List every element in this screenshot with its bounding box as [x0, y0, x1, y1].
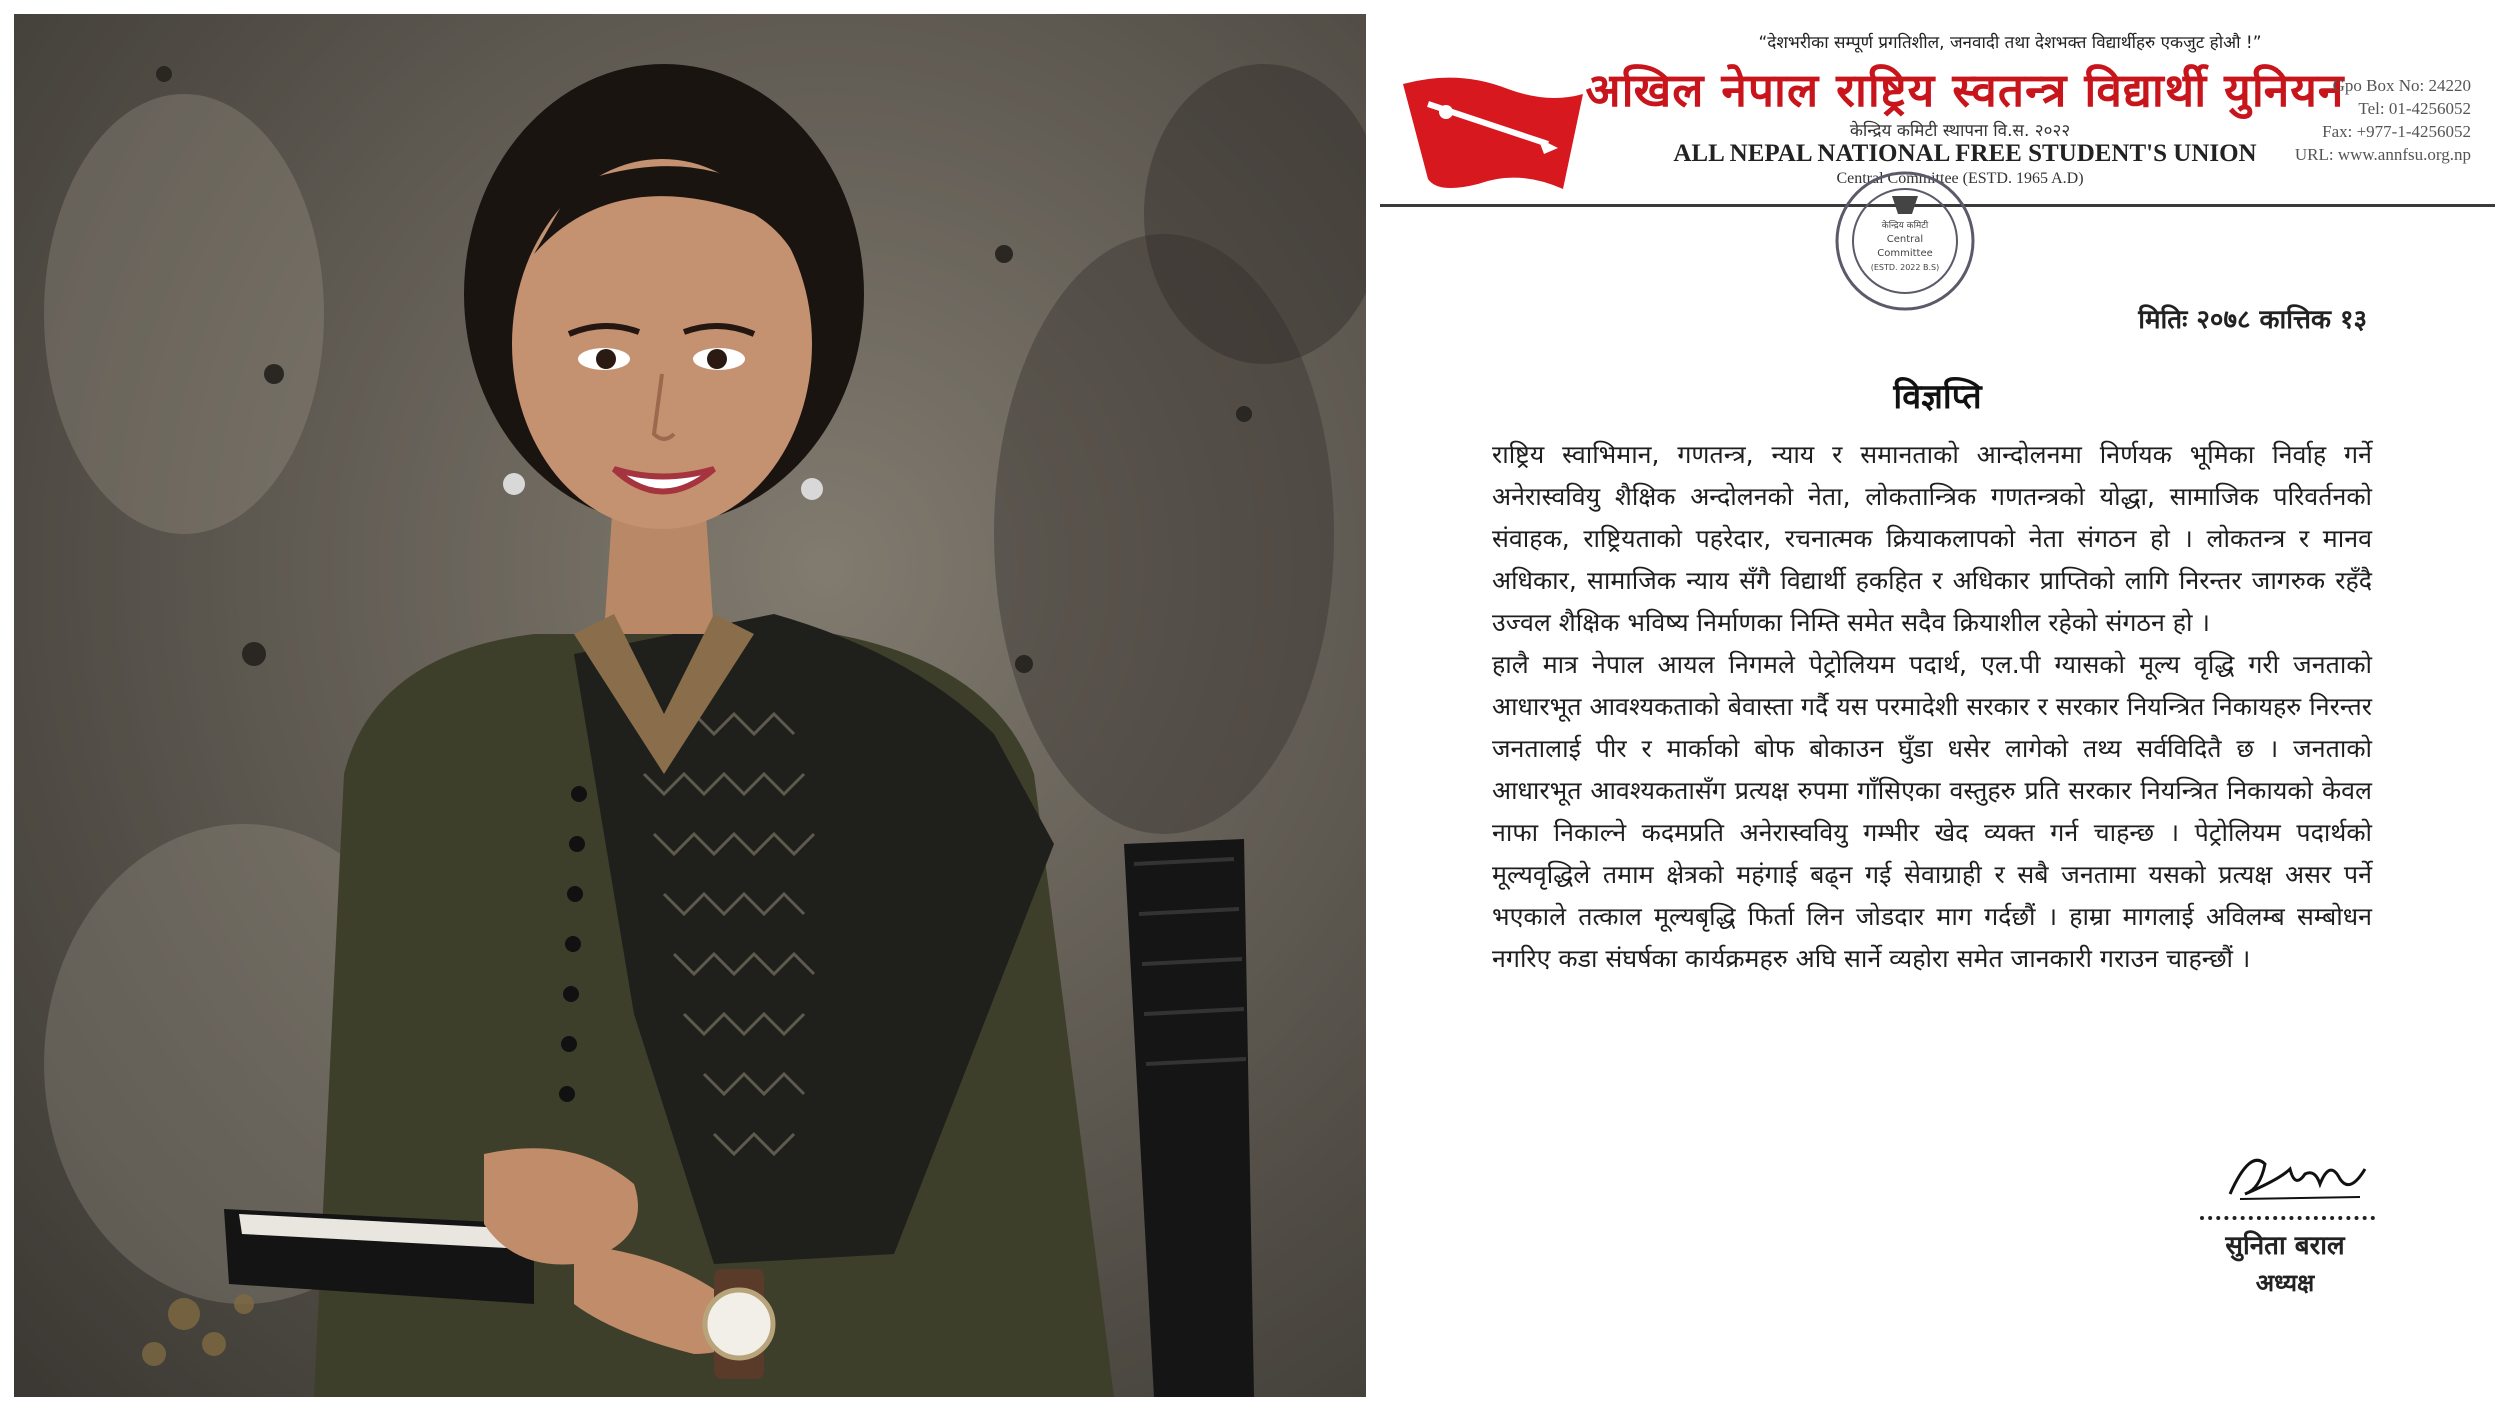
handwritten-signature: [2220, 1139, 2370, 1209]
paragraph-1: राष्ट्रिय स्वाभिमान, गणतन्त्र, न्याय र समानताको आन्दोलनमा निर्णयक भूमिका निर्वाह गर्ने अनेरास्ववियु शैक्षिक अन्दोलनको नेता, लोकतान्त्रिक गणतन्त्रको योद्धा, सामाजिक परिवर्तनको संवाहक, राष्ट्रियताको पहरेदार, रचनात्मक क्रियाकलापको नेता संगठन हो । लोकतन्त्र र मानव अधिकार, सामाजिक न्याय सँगै विद्यार्थी हकहित र अधिकार प्राप्तिको लागि निरन्तर जागरुक रहँदै उज्वल शैक्षिक भविष्य निर्माणका निम्ति समेत सदैव क्रियाशील रहेको संगठन हो ।: [1492, 440, 2372, 637]
portrait-photo: [14, 14, 1366, 1397]
signatory-title: अध्यक्ष: [2255, 1269, 2315, 1297]
website-url: URL: www.annfsu.org.np: [2294, 145, 2471, 164]
portrait-illustration: [14, 14, 1366, 1397]
gpo-box: Gpo Box No: 24220: [2332, 76, 2471, 95]
committee-english: Central Committee (ESTD. 1965 A.D): [1836, 170, 2084, 187]
seal-line-2: Central: [1886, 234, 1924, 245]
letter-date: मितिः २०७८ कात्तिक १३: [2138, 305, 2367, 335]
signature-line: [2200, 1216, 2375, 1220]
union-flag-logo: [1398, 64, 1588, 194]
org-name-english: ALL NEPAL NATIONAL FREE STUDENT'S UNION: [1673, 140, 2257, 167]
letter-body: [1492, 434, 2372, 980]
fax: Fax: +977-1-4256052: [2322, 122, 2471, 141]
letterhead-slogan: “देशभरीका सम्पूर्ण प्रगतिशील, जनवादी तथा देशभक्त विद्यार्थीहरु एकजुट होऔ !”: [1758, 33, 2262, 53]
official-seal-stamp: [1820, 166, 1990, 316]
org-name-nepali: अखिल नेपाल राष्ट्रिय स्वतन्त्र विद्यार्थी युनियन: [1585, 63, 2345, 117]
press-release-letter: [1380, 14, 2495, 1397]
letter-title: विज्ञप्ति: [1893, 377, 1982, 417]
seal-line-4: (ESTD. 2022 B.S): [1870, 263, 1940, 272]
contact-block: [2211, 74, 2471, 166]
paragraph-2: हालै मात्र नेपाल आयल निगमले पेट्रोलियम पदार्थ, एल.पी ग्यासको मूल्य वृद्धि गरी जनताको आधारभूत आवश्यकताको बेवास्ता गर्दै यस परमादेशी सरकार र सरकार नियन्त्रित निकायहरु निरन्तर जनतालाई पीर र मार्काको बोफ बोकाउन घुँडा धसेर लागेको तथ्य सर्वविदितै छ । जनताको आधारभूत आवश्यकतासँग प्रत्यक्ष रुपमा गाँसिएका वस्तुहरु प्रति सरकार नियन्त्रित निकायको केवल नाफा निकाल्ने कदमप्रति अनेरास्ववियु गम्भीर खेद व्यक्त गर्न चाहन्छ । पेट्रोलियम पदार्थको मूल्यवृद्धिले तमाम क्षेत्रको महंगाई बढ्न गई सेवाग्राही र सबै जनतामा यसको प्रत्यक्ष असर पर्ने भएकाले तत्काल मूल्यबृद्धि फिर्ता लिन जोडदार माग गर्दछौं । हाम्रा मागलाई अविलम्ब सम्बोधन नगरिए कडा संघर्षका कार्यक्रमहरु अघि सार्ने व्यहोरा समेत जानकारी गराउन चाहन्छौं ।: [1492, 650, 2372, 973]
seal-line-1: केन्द्रिय कमिटी: [1881, 221, 1929, 231]
committee-nepali: केन्द्रिय कमिटी स्थापना वि.स. २०२२: [1849, 121, 2071, 141]
signatory-name: सुनिता बराल: [2225, 1231, 2345, 1261]
telephone: Tel: 01-4256052: [2358, 99, 2471, 118]
seal-line-3: Committee: [1877, 248, 1933, 259]
